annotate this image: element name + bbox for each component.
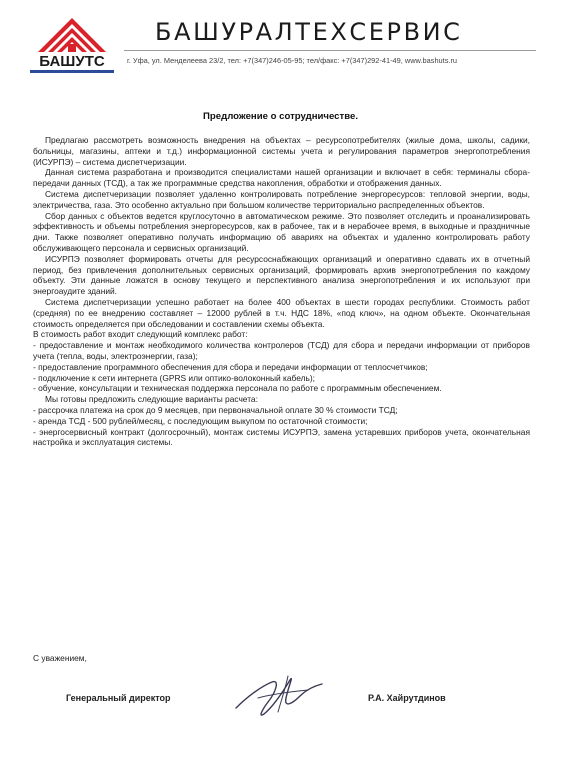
list-item: - обучение, консультации и техническая поддержка персонала по работе с программным обеспечением. xyxy=(33,383,442,394)
list-item: - предоставление программного обеспечения для сбора и передачи информации от теплосчетчиков; xyxy=(33,361,428,372)
paragraph: Система диспетчеризации успешно работает на более 400 объектах в шести городах республики. Стоимость работ (средняя) по ее внедрению составляет – 12000 рублей в т.ч. НДС 18%, «под ключ», на одном объекте. Окончательная стоимость определяется при обследовании и составлении схемы объекта. xyxy=(33,296,530,329)
document-title: Предложение о сотрудничестве. xyxy=(203,111,358,122)
paragraph: Система диспетчеризации позволяет удаленно контролировать потребление энергоресурсов: тепловой энергии, воды, электричества, газа. Это особенно актуально при большом количестве территориально распределенных объектов. xyxy=(33,188,530,210)
list-item: - предоставление и монтаж необходимого количества контролеров (ТСД) для сбора и передачи информации от приборов учета (тепла, воды, электроэнергии, газа); xyxy=(33,340,530,361)
paragraph: Сбор данных с объектов ведется круглосуточно в автоматическом режиме. Это позволяет отследить и проанализировать эффективность и объемы потребления энергоресурсов, как в рабочее, так и в нерабочее время, в выходные и праздничные дни. Также позволяет оперативно получать информацию об авариях на объектах и удаленно контролировать работу обслуживающего персонала и сервисных организаций. xyxy=(33,210,530,253)
payment-intro: Мы готовы предложить следующие варианты расчета: xyxy=(45,394,258,405)
list-item: - энергосервисный контракт (долгосрочный), монтаж системы ИСУРПЭ, замена устаревших приборов учета, окончательная настройка и эксплуатация системы. xyxy=(33,426,530,448)
logo-text: БАШУТС xyxy=(39,53,105,70)
complex-intro: В стоимость работ входит следующий комплекс работ: xyxy=(33,329,248,340)
signer-title: Генеральный директор xyxy=(66,693,171,703)
company-logo xyxy=(24,14,120,82)
company-contacts: г. Уфа, ул. Менделеева 23/2, тел: +7(347)246-05-95; тел/факс: +7(347)292-41-49, www.bashuts.ru xyxy=(127,56,458,65)
company-name: БАШУРАЛТЕХСЕРВИС xyxy=(155,18,463,46)
list-item: - аренда ТСД - 500 рублей/месяц, с последующим выкупом по остаточной стоимости; xyxy=(33,415,368,426)
paragraph: Данная система разработана и производится специалистами нашей организации и включает в себя: терминалы сбора-передачи данных (ТСД), а так же программные средства накопления, обработки и отображения данных. xyxy=(33,167,530,189)
list-item: - рассрочка платежа на срок до 9 месяцев, при первоначальной оплате 30 % стоимости ТСД; xyxy=(33,404,398,415)
document-body xyxy=(33,135,530,448)
logo-roof-icon xyxy=(38,18,106,52)
signer-name: Р.А. Хайрутдинов xyxy=(368,693,446,703)
paragraph: Предлагаю рассмотреть возможность внедрения на объектах – ресурсопотребителях (жилые дома, школы, садики, больницы, магазины, аптеки и т.д.) информационной системы учета и регулирования параметров энергопотребления (ИСУРПЭ) – система диспетчеризации. xyxy=(33,135,530,167)
list-item: - подключение к сети интернета (GPRS или оптико-волоконный кабель); xyxy=(33,372,315,383)
header-divider xyxy=(124,50,536,51)
paragraph: ИСУРПЭ позволяет формировать отчеты для ресурсоснабжающих организаций и оперативно сдавать их в отчетный период, без привлечения дополнительных сервисных организаций, формировать архив энергопотребления по каждому объекту. Эти данные ложатся в основу текущего и перспективного анализа энергопотребления и их используют при энергоаудите зданий. xyxy=(33,253,530,297)
handwritten-signature xyxy=(228,668,328,724)
closing-regards: С уважением, xyxy=(33,653,87,663)
